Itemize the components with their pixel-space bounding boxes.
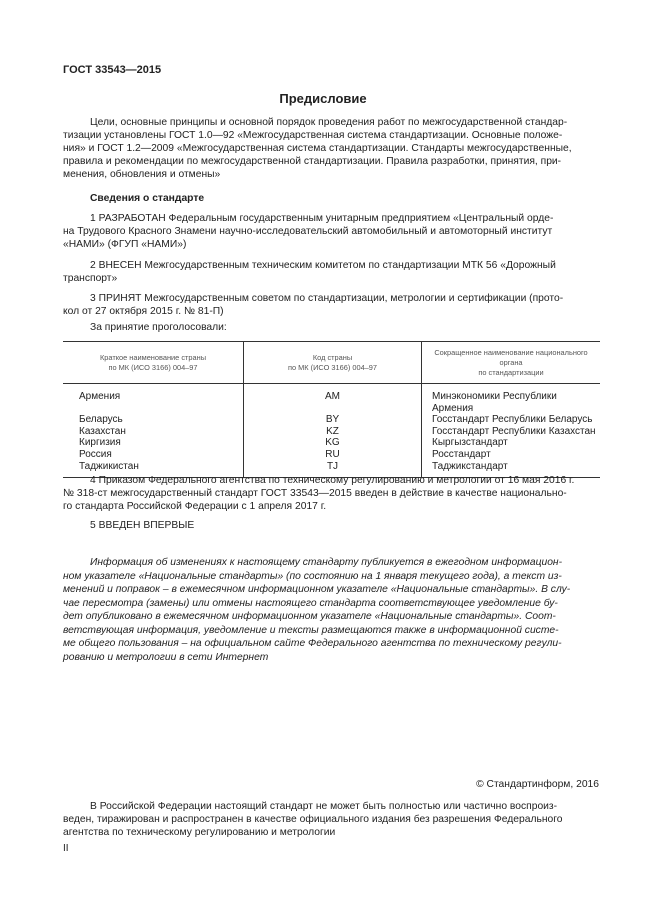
country-cell: Россия	[79, 448, 112, 460]
text-line: «НАМИ» (ФГУП «НАМИ»)	[63, 239, 187, 250]
text-line: менений и поправок – в ежемесячном информационном указателе «Национальные стандарты». В слу-	[63, 584, 571, 595]
text-line: Цели, основные принципы и основной порядок проведения работ по межгосударственной стандар-	[90, 117, 568, 128]
item-4-paragraph	[63, 474, 597, 513]
text-line: транспорт»	[63, 273, 118, 284]
text-line: чае пересмотра (замены) или отмены настоящего стандарта соответствующее уведомление бу-	[63, 597, 558, 609]
body-cell: Росстандарт	[432, 448, 491, 460]
country-cell: Киргизия	[79, 437, 121, 449]
column-header-code	[244, 342, 422, 384]
text-line: 5 ВВЕДЕН ВПЕРВЫЕ	[90, 520, 195, 531]
text-line: менения, обновления и отмены»	[63, 169, 221, 180]
standard-info-heading: Сведения о стандарте	[90, 193, 205, 204]
doc-id-header: ГОСТ 33543—2015	[63, 64, 162, 76]
text-line: 4 Приказом Федерального агентства по техническому регулированию и метрологии от 16 мая 2016 г.	[90, 475, 575, 486]
text-line: ме общего пользования – на официальном сайте Федерального агентства по техническому регули-	[63, 638, 562, 649]
text-line: дет опубликовано в ежемесячном информационном указателе «Национальные стандарты». Соот-	[63, 611, 556, 622]
table-row	[63, 449, 600, 461]
table-row	[63, 384, 600, 415]
header-line: по МК (ИСО 3166) 004–97	[287, 363, 378, 372]
text-line: В Российской Федерации настоящий стандарт не может быть полностью или частично воспроиз-	[90, 801, 558, 812]
item-5-paragraph	[63, 519, 597, 532]
table-row	[63, 437, 600, 449]
page-title: Предисловие	[279, 91, 367, 106]
body-cell: Кыргызстандарт	[432, 437, 508, 449]
code-cell: KZ	[326, 425, 339, 437]
item-1-paragraph	[63, 212, 597, 251]
votes-label: За принятие проголосовали:	[90, 322, 227, 333]
column-header-body	[422, 342, 601, 384]
code-cell: RU	[325, 448, 340, 460]
body-cell: Таджикстандарт	[432, 460, 508, 472]
text-line: правила и рекомендации по межгосударственной стандартизации. Правила разработки, принятия, при-	[63, 156, 562, 167]
code-cell: BY	[325, 414, 340, 426]
header-line: Код страны	[312, 353, 353, 362]
header-line: Краткое наименование страны	[99, 353, 207, 362]
header-line: по стандартизации	[478, 368, 544, 377]
code-cell: KG	[325, 437, 340, 449]
text-line: ном указателе «Национальные стандарты» (по состоянию на 1 января текущего года), а текст из-	[63, 570, 562, 582]
header-line: Сокращенное наименование национального органа	[434, 348, 588, 367]
text-line: го стандарта Российской Федерации с 1 апреля 2017 г.	[63, 501, 327, 512]
intro-paragraph	[63, 116, 597, 181]
text-line: ветствующая информация, уведомление и тексты размещаются также в информационной систе-	[63, 624, 559, 636]
header-line: по МК (ИСО 3166) 004–97	[108, 363, 198, 372]
reproduction-notice	[63, 800, 597, 839]
text-line: тизации установлены ГОСТ 1.0—92 «Межгосударственная система стандартизации. Основные положе-	[63, 130, 563, 141]
body-cell: Госстандарт Республики Беларусь	[432, 414, 593, 426]
code-cell: TJ	[326, 460, 339, 472]
text-line: кол от 27 октября 2015 г. № 81-П)	[63, 306, 224, 317]
text-line: веден, тиражирован и распространен в качестве официального издания без разрешения Федерального	[63, 814, 563, 825]
code-cell: AM	[325, 391, 340, 402]
country-cell: Беларусь	[79, 414, 123, 426]
page-number: II	[63, 843, 69, 854]
voting-table	[63, 341, 600, 478]
item-2-paragraph	[63, 259, 597, 285]
table-row	[63, 414, 600, 426]
text-line: Информация об изменениях к настоящему стандарту публикуется в ежегодном информацион-	[90, 557, 563, 568]
body-cell: Госстандарт Республики Казахстан	[432, 425, 596, 437]
country-cell: Армения	[79, 391, 121, 402]
item-3-paragraph	[63, 292, 597, 318]
text-line: 1 РАЗРАБОТАН Федеральным государственным унитарным предприятием «Центральный орде-	[90, 213, 554, 224]
country-cell: Таджикистан	[79, 460, 139, 472]
text-line: 3 ПРИНЯТ Межгосударственным советом по стандартизации, метрологии и сертификации (прото-	[90, 293, 564, 304]
column-header-country	[63, 342, 244, 384]
table-header-row	[63, 342, 600, 384]
text-line: ния» и ГОСТ 1.2—2009 «Межгосударственная система стандартизации. Стандарты межгосударственные,	[63, 143, 572, 154]
text-line: агентства по техническому регулированию и метрологии	[63, 827, 336, 838]
copyright: © Стандартинформ, 2016	[476, 779, 599, 790]
text-line: на Трудового Красного Знамени научно-исследовательский автомобильный и автомоторный институт	[63, 226, 553, 237]
text-line: рованию и метрологии в сети Интернет	[63, 651, 269, 663]
table-row	[63, 426, 600, 438]
text-line: № 318-ст межгосударственный стандарт ГОСТ 33543—2015 введен в действие в качестве национально-	[63, 488, 567, 499]
info-notice	[63, 556, 597, 664]
country-cell: Казахстан	[79, 425, 126, 437]
body-cell: Минэкономики Республики Армения	[432, 391, 557, 414]
text-line: 2 ВНЕСЕН Межгосударственным техническим комитетом по стандартизации МТК 56 «Дорожный	[90, 260, 556, 271]
